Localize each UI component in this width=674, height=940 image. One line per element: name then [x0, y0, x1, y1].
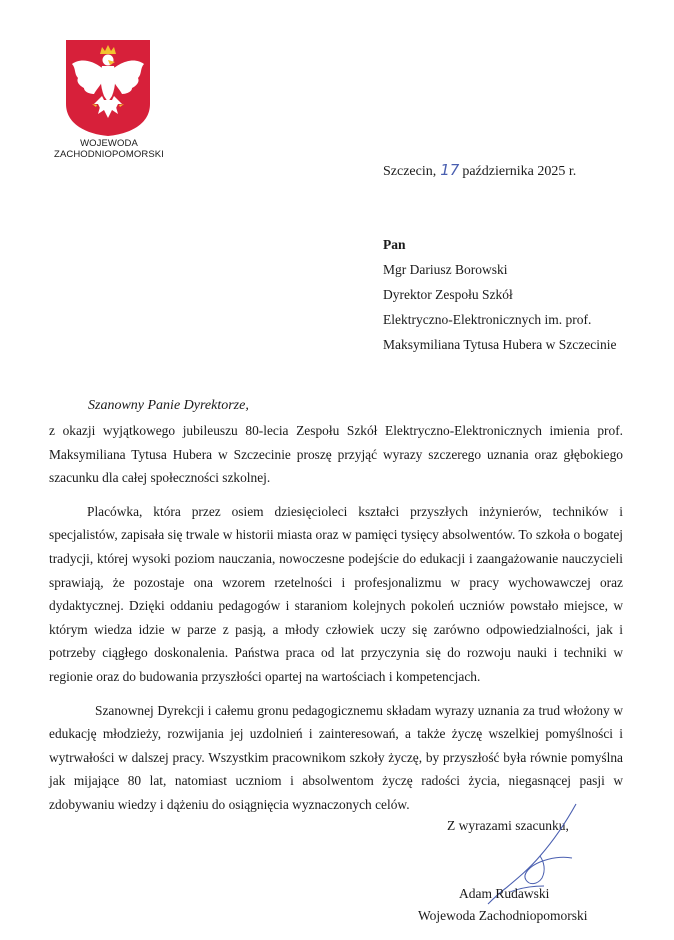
addressee-block: [383, 232, 616, 357]
closing-phrase: Z wyrazami szacunku,: [447, 818, 569, 833]
month-year: października 2025 r.: [462, 164, 577, 179]
date-line: [383, 161, 576, 180]
issuer-line-1: WOJEWODA: [80, 138, 138, 149]
letter-body: [49, 419, 623, 817]
issuer-line-2: ZACHODNIOPOMORSKI: [54, 149, 164, 160]
handwritten-day: 17: [440, 161, 460, 179]
polish-eagle-emblem: [64, 38, 152, 138]
addressee-school-line-1: Elektryczno-Elektronicznych im. prof.: [383, 312, 592, 327]
paragraph-2: Placówka, która przez osiem dziesięcioleci kształci przyszłych inżynierów, techników i specjalistów, zapisała się trwale w historii miasta oraz w pamięci tysięcy absolwentów. To szkoła o bogatej tradycji, której wysoki poziom nauczania, nowoczesne podejście do edukacji i zaangażowanie nauczycieli sprawiają, że pozostaje ona wzorem rzetelności i profesjonalizmu w pracy wychowawczej oraz dydaktycznej. Dzięki oddaniu pedagogów i staraniom kolejnych pokoleń uczniów powstało miejsce, w którym wiedza idzie w parze z pasją, a młody człowiek uczy się zarówno odpowiedzialności, jak i potrzeby ciągłego doskonalenia. Państwa praca od lat przyczynia się do rozwoju nauki i techniki w regionie oraz do budowania przyszłości opartej na wartościach i kompetencjach.: [49, 503, 623, 684]
letter-greeting: Szanowny Panie Dyrektorze,: [88, 398, 249, 413]
addressee-salutation: Pan: [383, 237, 406, 252]
signer-title: Wojewoda Zachodniopomorski: [418, 908, 588, 923]
addressee-name: Mgr Dariusz Borowski: [383, 262, 508, 277]
signer-name: Adam Rudawski: [459, 886, 550, 901]
issuer-block: [44, 138, 174, 160]
paragraph-3: Szanownej Dyrekcji i całemu gronu pedagogicznemu składam wyrazy uznania za trud włożony w edukację młodzieży, rozwijania jej uzdolnień i zainteresowań, a także życzę wszelkiej pomyślności i wytrwałości w dalszej pracy. Wszystkim pracownikom szkoły życzę, by przyszłość była równie pomyślna jak mijające 80 lat, natomiast uczniom i absolwentom życzę radości życia, niegasnącej pasji w zdobywaniu wiedzy i dążeniu do osiągnięcia wyznaczonych celów.: [49, 702, 623, 812]
paragraph-1: z okazji wyjątkowego jubileuszu 80-lecia Zespołu Szkół Elektryczno-Elektronicznych imienia prof. Maksymiliana Tytusa Hubera w Szczecinie proszę przyjąć wyrazy szczerego uznania oraz głębokiego szacunku dla całej społeczności szkolnej.: [49, 423, 623, 486]
city: Szczecin,: [383, 164, 437, 179]
addressee-school-line-2: Maksymiliana Tytusa Hubera w Szczecinie: [383, 337, 617, 352]
addressee-position: Dyrektor Zespołu Szkół: [383, 287, 513, 302]
